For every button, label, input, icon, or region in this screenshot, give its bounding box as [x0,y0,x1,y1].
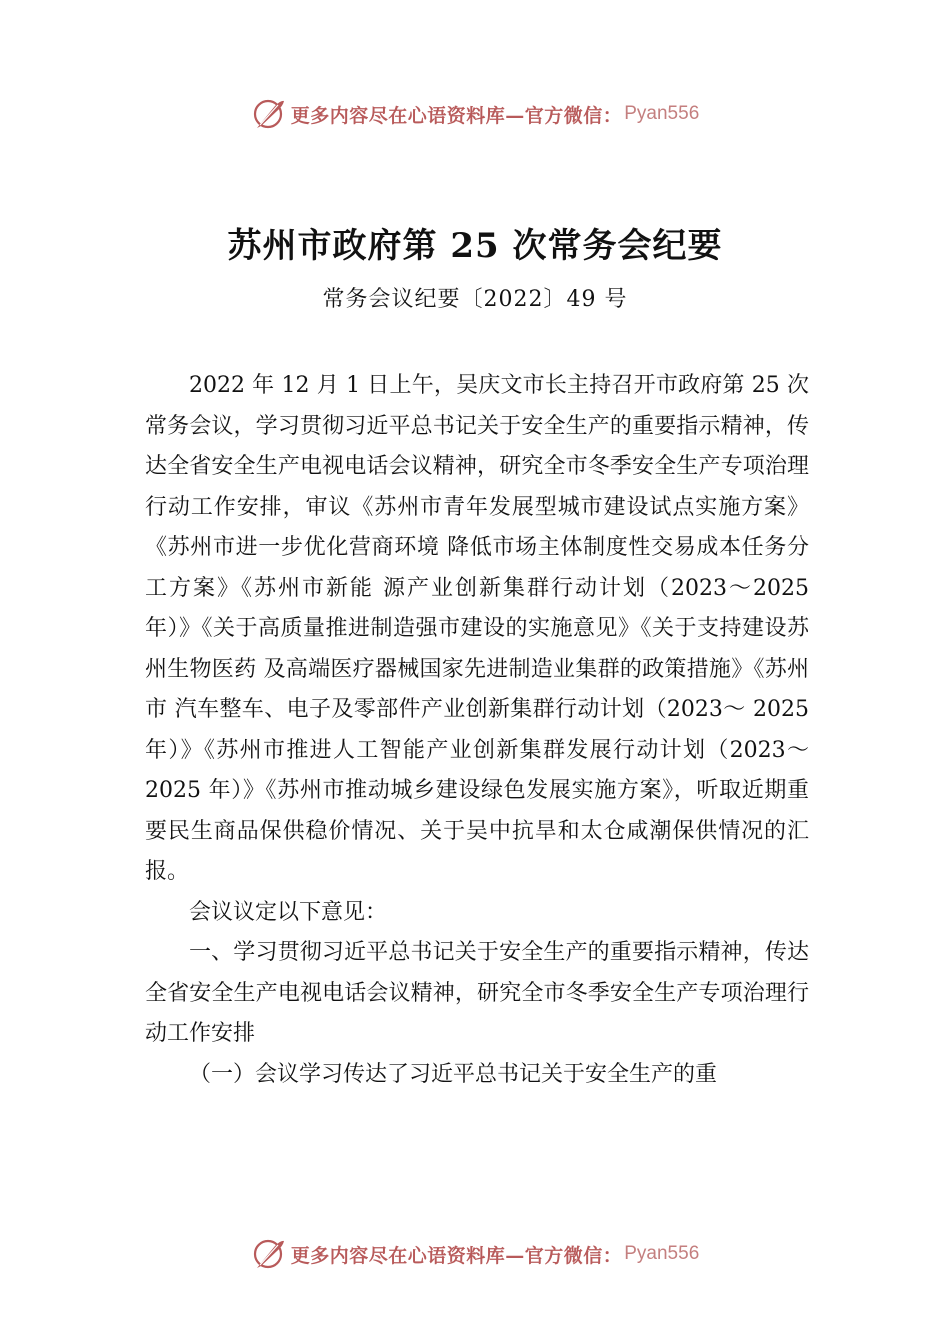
watermark-wechat-id: Pyan556 [624,103,700,124]
document-body [145,366,809,1095]
body-paragraph: 2022 年 12 月 1 日上午，吴庆文市长主持召开市政府第 25 次常务会议，学习贯彻习近平总书记关于安全生产的重要指示精神，传达全省安全生产电视电话会议精神，研究全市冬季安全生产专项治理行动工作安排，审议《苏州市青年发展型城市建设试点实施方案》《苏州市进一步优化营商环境 降低市场主体制度性交易成本任务分工方案》《苏州市新能 源产业创新集群行动计划（2023～2025 年）》《关于高质量推进制造强市建设的实施意见》《关于支持建设苏州生物医药 及高端医疗器械国家先进制造业集群的政策措施》《苏州市 汽车整车、电子及零部件产业创新集群行动计划（2023～ 2025 年）》《苏州市推进人工智能产业创新集群发展行动计划（2023～2025 年）》《苏州市推动城乡建设绿色发展实施方案》，听取近期重要民生商品保供稳价情况、关于吴中抗旱和太仓咸潮保供情况的汇报。 [145,373,809,884]
watermark-wechat-id: Pyan556 [624,1243,700,1264]
quill-logo-icon [251,96,287,132]
body-paragraph: 一、学习贯彻习近平总书记关于安全生产的重要指示精神，传达全省安全生产电视电话会议精神，研究全市冬季安全生产专项治理行动工作安排 [145,940,809,1046]
header-watermark [0,94,950,134]
document-title: 苏州市政府第 25 次常务会纪要 [227,226,723,266]
body-paragraph: （一）会议学习传达了习近平总书记关于安全生产的重 [189,1061,718,1087]
quill-logo-icon [251,1236,287,1272]
document-number: 常务会议纪要〔2022〕49 号 [322,287,628,312]
body-paragraph: 会议议定以下意见： [189,899,388,925]
footer-watermark [0,1234,950,1274]
watermark-text: 更多内容尽在心语资料库—官方微信： [290,1244,623,1267]
watermark-text: 更多内容尽在心语资料库—官方微信： [290,104,623,127]
